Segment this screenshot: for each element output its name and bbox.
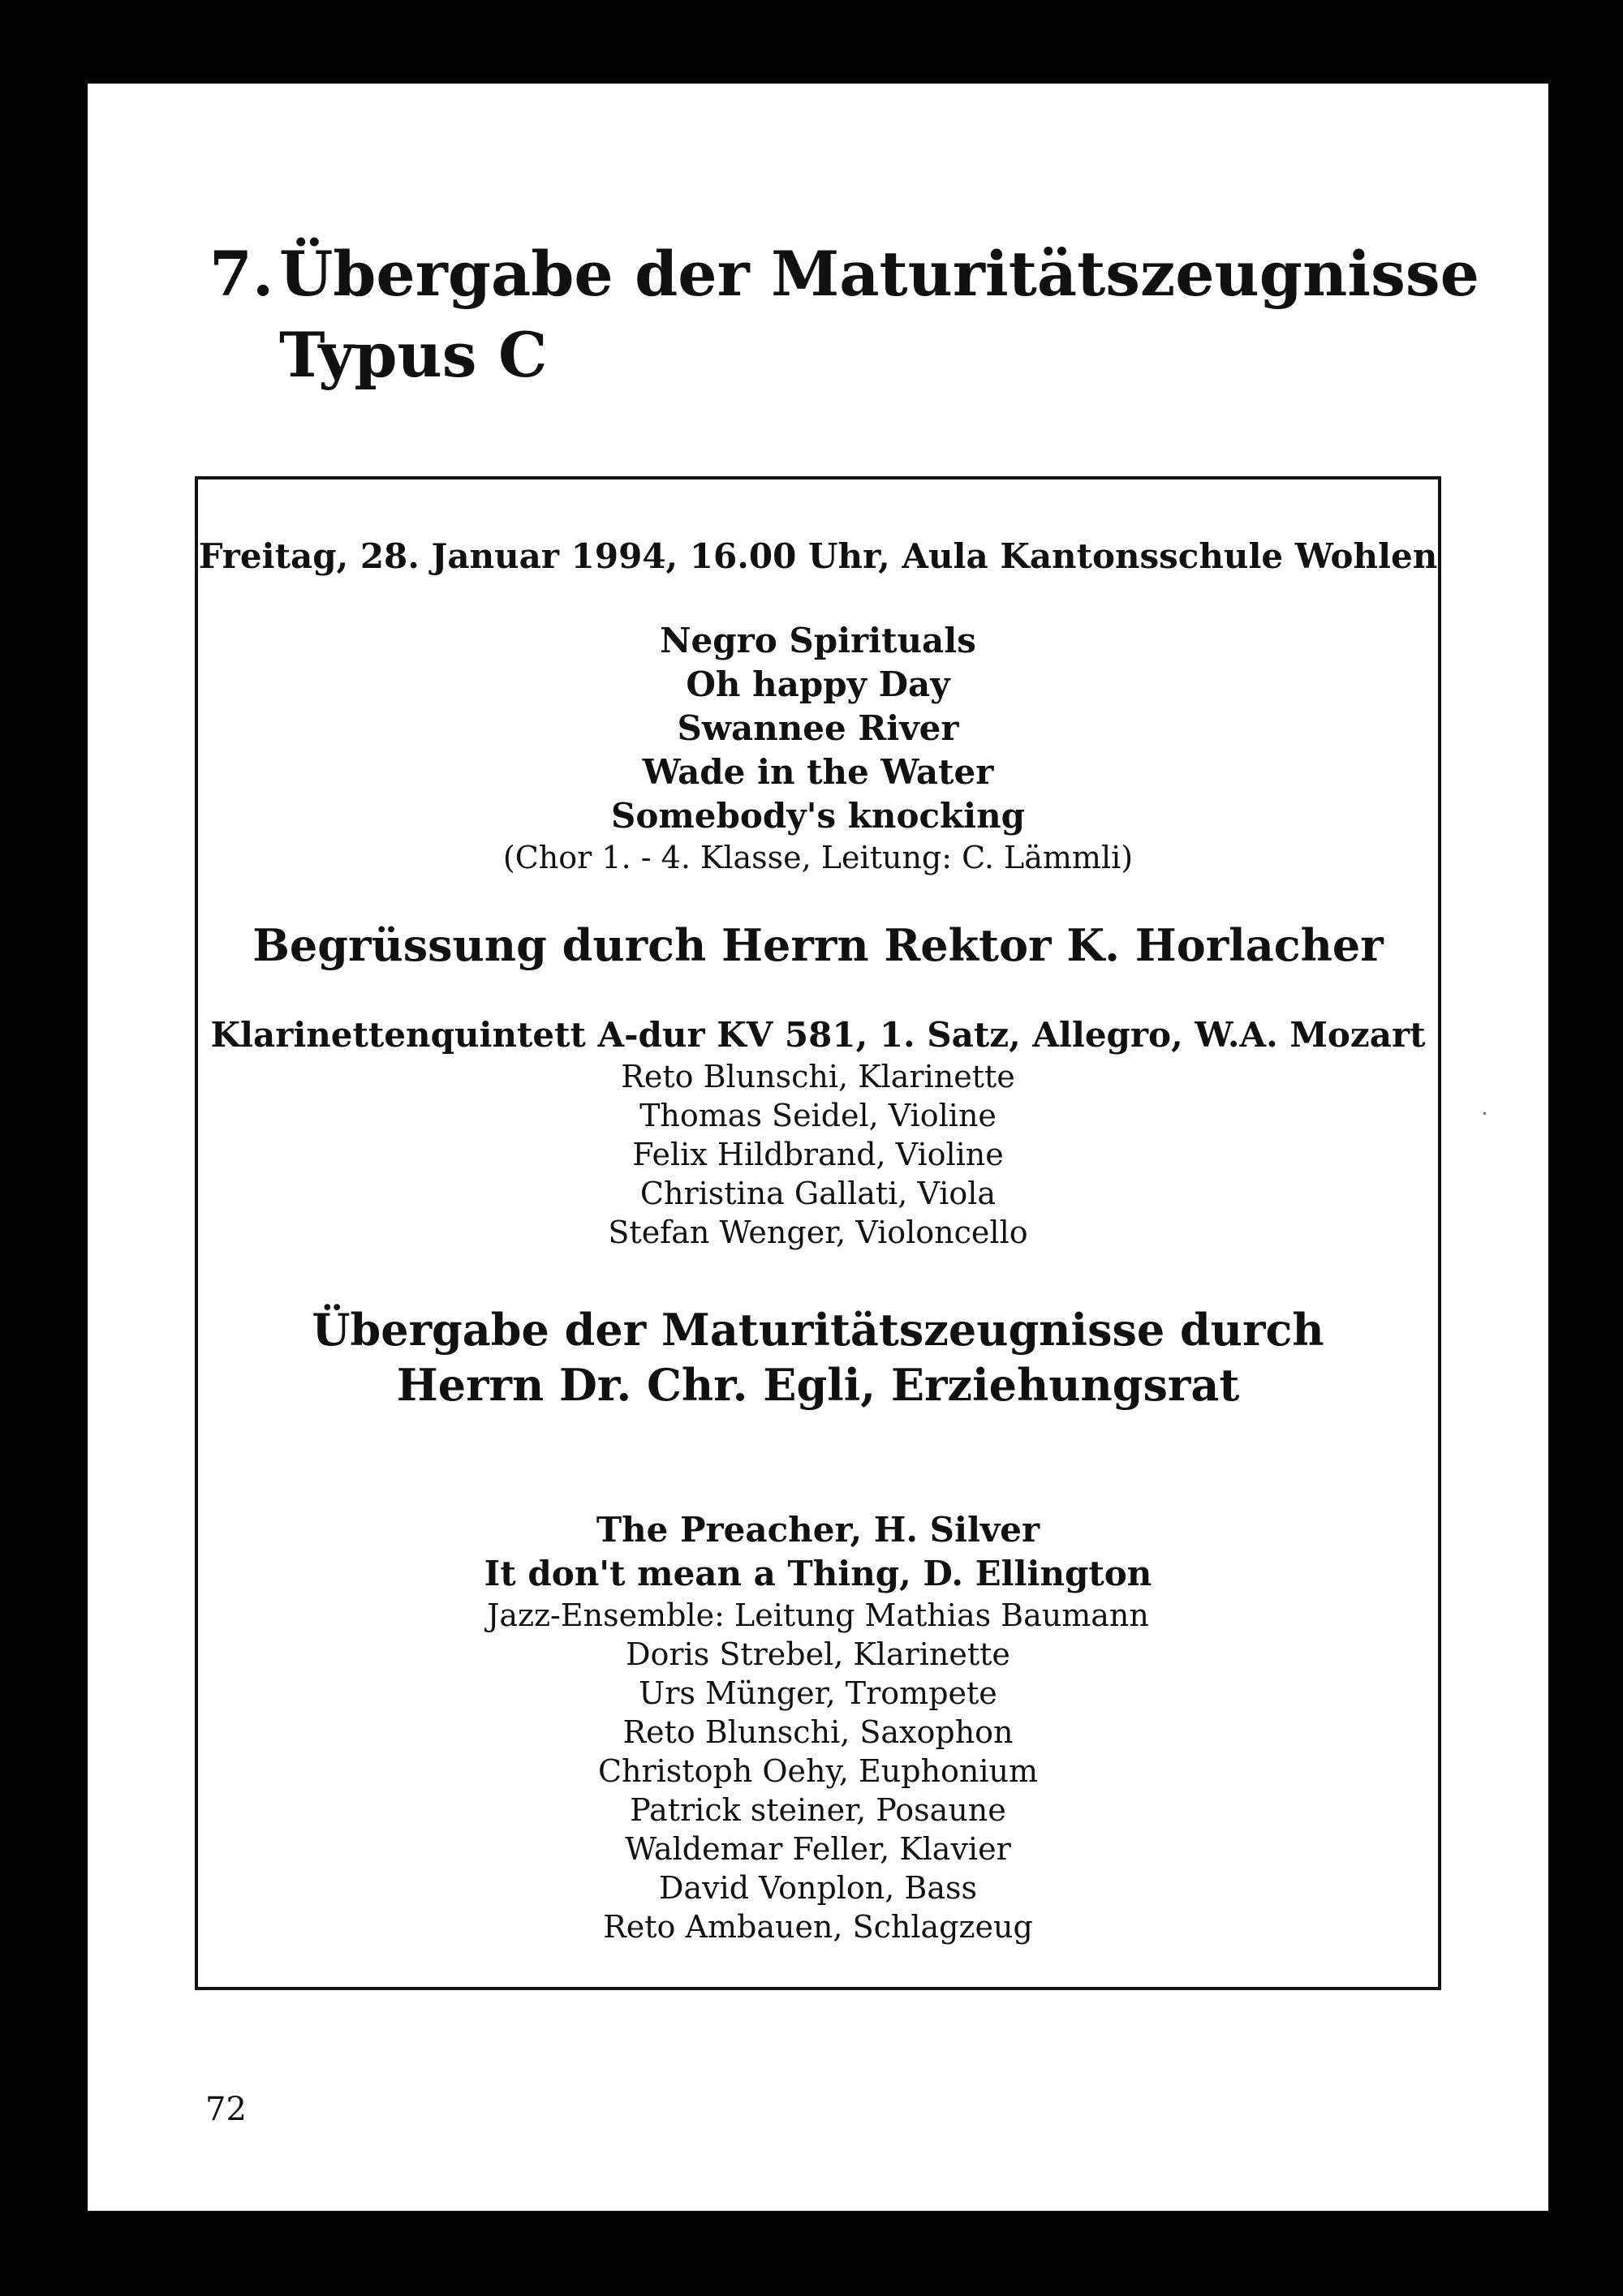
- choir-credit: (Chor 1. - 4. Klasse, Leitung: C. Lämmli): [502, 840, 1134, 875]
- page-title: [209, 234, 1479, 396]
- musician-item: Reto Blunschi, Saxophon: [622, 1714, 1014, 1750]
- spirituals-section: [198, 619, 1438, 877]
- musician-item: Doris Strebel, Klarinette: [626, 1636, 1010, 1672]
- musician-item: Felix Hildbrand, Violine: [632, 1137, 1004, 1172]
- ceremony-line-2: Herrn Dr. Chr. Egli, Erziehungsrat: [396, 1359, 1240, 1411]
- event-date-line: Freitag, 28. Januar 1994, 16.00 Uhr, Aula Kantonsschule Wohlen: [198, 536, 1438, 576]
- musician-item: Stefan Wenger, Violoncello: [608, 1215, 1028, 1250]
- song-item: Swannee River: [677, 708, 959, 748]
- ensemble-credit: Jazz-Ensemble: Leitung Mathias Baumann: [487, 1597, 1149, 1633]
- title-line-2: Typus C: [279, 319, 548, 391]
- song-item: Wade in the Water: [642, 752, 994, 792]
- page-number: 72: [205, 2091, 247, 2128]
- program-box: [195, 476, 1441, 1990]
- ceremony-section: [198, 1302, 1438, 1412]
- greeting-line: Begrüssung durch Herrn Rektor K. Horlacher: [252, 919, 1384, 971]
- jazz-section: [198, 1508, 1438, 1946]
- musician-item: Urs Münger, Trompete: [639, 1675, 997, 1711]
- musician-item: David Vonplon, Bass: [658, 1870, 978, 1906]
- quintet-section: [198, 1013, 1438, 1252]
- musician-item: Waldemar Feller, Klavier: [625, 1831, 1011, 1867]
- musician-item: Reto Blunschi, Klarinette: [621, 1059, 1015, 1094]
- spirituals-title: Negro Spirituals: [660, 621, 976, 660]
- document-page: [88, 84, 1548, 2211]
- quintet-title: Klarinettenquintett A-dur KV 581, 1. Satz, Allegro, W.A. Mozart: [210, 1015, 1426, 1055]
- musician-item: Thomas Seidel, Violine: [639, 1098, 997, 1133]
- jazz-piece: It don't mean a Thing, D. Ellington: [484, 1554, 1152, 1593]
- scan-speck: [1483, 1112, 1486, 1115]
- musician-item: Reto Ambauen, Schlagzeug: [603, 1909, 1033, 1945]
- musician-item: Patrick steiner, Posaune: [630, 1792, 1006, 1828]
- song-item: Somebody's knocking: [611, 796, 1025, 836]
- title-line-1: Übergabe der Maturitätszeugnisse: [279, 238, 1479, 310]
- jazz-piece: The Preacher, H. Silver: [596, 1510, 1040, 1550]
- musician-item: Christina Gallati, Viola: [639, 1176, 997, 1211]
- song-item: Oh happy Day: [686, 664, 950, 704]
- ceremony-line-1: Übergabe der Maturitätszeugnisse durch: [312, 1304, 1324, 1356]
- musician-item: Christoph Oehy, Euphonium: [597, 1753, 1039, 1789]
- section-number: 7.: [209, 238, 274, 310]
